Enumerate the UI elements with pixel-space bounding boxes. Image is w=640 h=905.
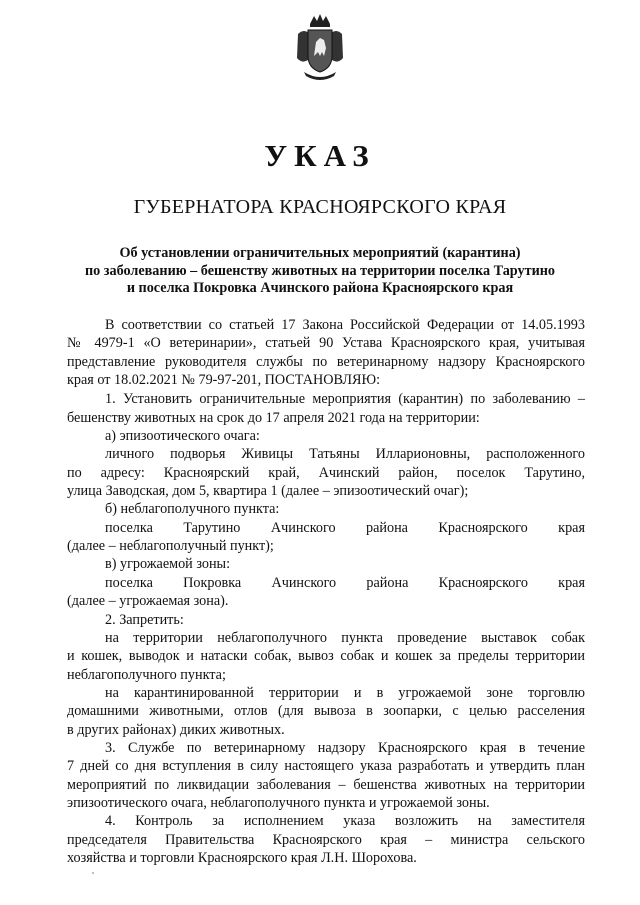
heading-line: и поселка Покровка Ачинского района Красноярского края (126, 280, 514, 296)
body-line: в других районах) диких животных. (67, 721, 285, 738)
body-line: председателя Правительства Красноярского края – министра сельского (67, 831, 585, 848)
body-line: домашними животными, отлов (для вывоза в зоопарки, с целью расселения (67, 703, 585, 720)
body-line: на территории неблагополучного пункта проведение выставок собак (105, 629, 585, 646)
body-line: на карантинированной территории и в угрожаемой зоне торговлю (105, 684, 585, 701)
document-subtitle: ГУБЕРНАТОРА КРАСНОЯРСКОГО КРАЯ (133, 196, 507, 218)
page-dot (92, 872, 94, 874)
body-line: улица Заводская, дом 5, квартира 1 (далее – эпизоотический очаг); (67, 483, 469, 500)
body-line: по адресу: Красноярский край, Ачинский район, поселок Тарутино, (67, 464, 585, 481)
body-line: (далее – угрожаемая зона). (67, 593, 229, 610)
body-line: 4. Контроль за исполнением указа возложить на заместителя (105, 813, 585, 830)
coat-of-arms-emblem (294, 12, 346, 82)
body-line: хозяйства и торговли Красноярского края Л.Н. Шорохова. (67, 849, 417, 866)
body-line: бешенству животных на срок до 17 апреля 2021 года на территории: (67, 409, 480, 426)
body-line: В соответствии со статьей 17 Закона Российской Федерации от 14.05.1993 (105, 317, 585, 333)
document-heading (60, 245, 580, 298)
body-line: а) эпизоотического очага: (105, 428, 260, 445)
body-line: мероприятий по ликвидации заболевания – бешенства животных на территории (67, 776, 585, 793)
body-line: поселка Тарутино Ачинского района Красноярского края (105, 519, 585, 536)
body-line: 7 дней со дня вступления в силу настоящего указа разработать и утвердить план (67, 758, 585, 775)
body-line: личного подворья Живицы Татьяны Илларионовны, расположенного (105, 446, 585, 463)
body-line: неблагополучного пункта; (67, 666, 226, 683)
body-line: и кошек, выводок и натаски собак, вывоз собак и кошек за пределы территории (67, 648, 585, 665)
body-line: поселка Покровка Ачинского района Красноярского края (105, 574, 585, 591)
body-line: 1. Установить ограничительные мероприятия (карантин) по заболеванию – (105, 391, 585, 408)
document-body (67, 316, 585, 867)
body-line: 2. Запретить: (105, 611, 184, 628)
body-line: № 4979-1 «О ветеринарии», статьей 90 Устава Красноярского края, учитывая (67, 335, 585, 352)
body-line: 3. Службе по ветеринарному надзору Красноярского края в течение (105, 739, 585, 756)
body-line: в) угрожаемой зоны: (105, 556, 231, 573)
body-line: б) неблагополучного пункта: (105, 501, 280, 518)
document-title: УКАЗ (264, 138, 376, 173)
heading-line: Об установлении ограничительных мероприятий (карантина) (119, 245, 521, 261)
body-line: края от 18.02.2021 № 79-97-201, ПОСТАНОВЛЯЮ: (67, 372, 381, 389)
body-line: эпизоотического очага, неблагополучного пункта и угрожаемой зоны. (67, 794, 490, 811)
body-line: представление руководителя службы по ветеринарному надзору Красноярского (67, 353, 585, 370)
heading-line: по заболеванию – бешенству животных на территории поселка Тарутино (84, 262, 556, 279)
body-line: (далее – неблагополучный пункт); (67, 538, 274, 555)
